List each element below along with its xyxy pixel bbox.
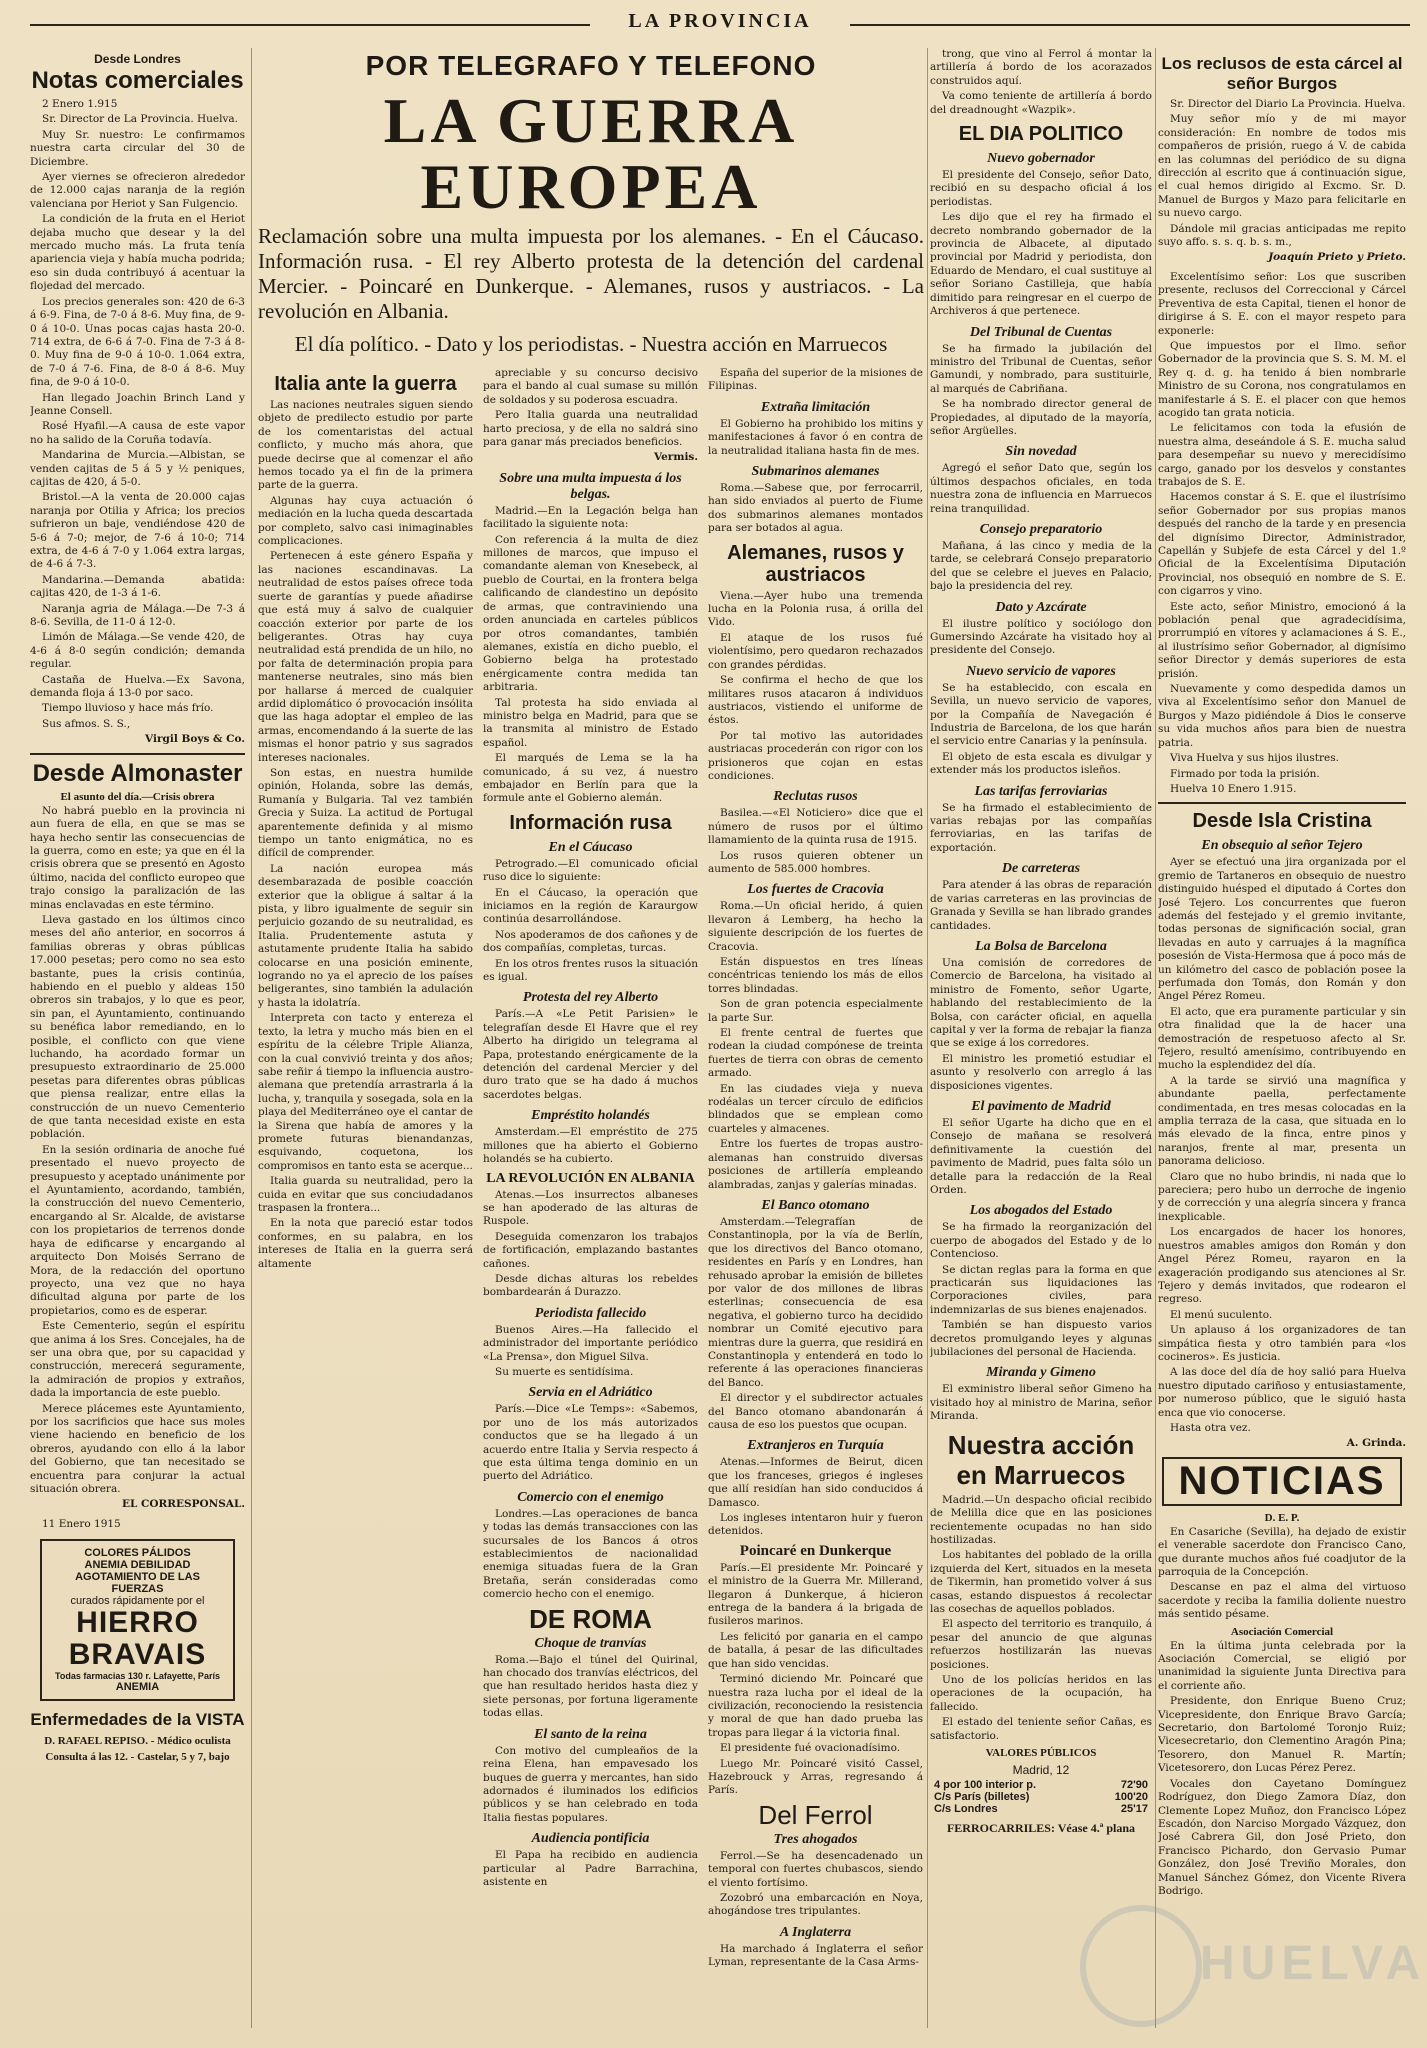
article-body: [930, 802, 1152, 856]
article-body: [483, 1126, 698, 1166]
signature: Virgil Boys & Co.: [145, 733, 245, 746]
paragraph: Roma.—Un oficial herido, á quien llevaron á Lemberg, ha hecho la siguiente descripción de los fuertes de Cracovia.: [708, 900, 923, 953]
paragraph: El ataque de los rusos fué violentísimo, pero quedaron rechazados con grandes pérdidas.: [708, 631, 923, 671]
subcolumn-2: [483, 367, 698, 2038]
masthead-rule-right: [850, 24, 1410, 26]
paragraph: Le felicitamos con toda la efusión de nuestra alma, deseándole á S. E. mucha salud para desempeñar su nuevo y merecidísimo cargo, ganado por los desvelos y constantes trabajos de S. E.: [1158, 422, 1406, 488]
paragraph: Entre los fuertes de tropas austro-alemanas han construido diversas posiciones de artillería empleando alambradas, zanjas y galerías minadas.: [708, 1138, 923, 1191]
paragraph: El ilustre político y sociólogo don Gumersindo Azcárate ha visitado hoy al presidente del Consejo.: [930, 617, 1152, 657]
ad-brand: HIERRO BRAVAIS: [68, 1606, 207, 1672]
article-body: [708, 807, 923, 876]
article-body: [930, 343, 1152, 439]
paragraph: Ayer se efectuó una jira organizada por el gremio de Tartaneros en obsequio de nuestro distinguido huésped el diputado á Cortes don José Tejero. Los concurrentes que fueron además del festejado y el gremio invitante, todas personas de significación social, gran llevadas en auto y carruajes á la magnífica posesión de Vista-Hermosa que á poco más de un kilómetro del casco de población posee la perfumada don Tomás, don Román y don Angel Pérez Romeu.: [1158, 856, 1406, 1003]
signature: Vermis.: [653, 451, 698, 464]
paragraph: Las naciones neutrales siguen siendo objeto de predilecto estudio por parte de los comentaristas del actual conflicto, y mucho más ahora, que puede decirse que al comenzar el año hemos tocado ya el fin de la primera parte de la guerra.: [258, 399, 473, 492]
ferrocarriles-note: FERROCARRILES: Véase 4.ª plana: [946, 1821, 1136, 1835]
paragraph: En la última junta celebrada por la Asociación Comercial, se eligió por unanimidad la siguiente Junta Directiva para el corriente año.: [1158, 1639, 1406, 1692]
valores-value: 72'90: [1120, 1779, 1148, 1791]
article-title: LA REVOLUCIÓN EN ALBANIA: [486, 1170, 695, 1186]
paragraph: Amsterdam.—El empréstito de 275 millones que ha abierto el Gobierno holandés se ha cubierto.: [483, 1126, 698, 1166]
paragraph: Viena.—Ayer hubo una tremenda lucha en la Polonia rusa, á orilla del Vido.: [708, 589, 923, 629]
paragraph: Una comisión de corredores de Comercio de Barcelona, ha visitado al ministro de Fomento, señor Ugarte, hablando del restablecimiento de la Bolsa, con carácter oficial, en aquella capital y ver la forma de rebajar la fianza que se exige á los corredores.: [930, 956, 1152, 1050]
article-body: [1158, 856, 1406, 1435]
library-watermark: [1050, 1900, 1427, 2020]
article-body: [708, 1456, 923, 1538]
paragraph: Pertenecen á este género España y las naciones escandinavas. La neutralidad de estos países ofrece toda suerte de garantías y puede añadirse que está muy á salvo de cualquier coacción exterior por parte de los beligerantes. Otras hay cuya neutralidad está prendida de un hilo, no por falta de determinación propia para mantenerse neutrales, sino más bien por hallarse á merced de cualquier ardid diplomático ó provocación insólita que las haga adoptar el empleo de las armas, encomendando á la suerte de las mismas el honor patrio y sus sagrados intereses nacionales.: [258, 550, 473, 764]
masthead-rule-left: [30, 24, 590, 26]
paragraph: Los ingleses intentaron huir y fueron detenidos.: [708, 1512, 923, 1538]
paragraph: Madrid.—En la Legación belga han facilitado la siguiente nota:: [483, 504, 698, 531]
paragraph: El presidente del Consejo, señor Dato, recibió en su despacho oficial á los periodistas.: [930, 169, 1152, 208]
article-subhead: Los fuertes de Cracovia: [747, 882, 884, 898]
ad-line: COLORES PÁLIDOS: [84, 1547, 191, 1560]
paragraph: Mandarina.—Demanda abatida: cajitas 420, de 1-3 á 1-6.: [30, 573, 245, 600]
article-subhead: Consejo preparatorio: [979, 521, 1103, 537]
article-body: [1158, 1640, 1406, 1899]
paragraph: Firmado por toda la prisión.: [1170, 767, 1320, 780]
article-title: Nuestra acción en Marruecos: [947, 1429, 1135, 1490]
article-subhead: Reclutas rusos: [773, 789, 858, 805]
salutation: Sr. Director del Diario La Provincia. Huelva.: [1170, 98, 1406, 110]
paragraph: Castaña de Huelva.—Ex Savona, demanda floja á 13-0 por saco.: [30, 673, 245, 700]
article-subhead: Empréstito holandés: [531, 1108, 650, 1124]
article-body: [930, 540, 1152, 594]
paragraph: El marqués de Lema se la ha comunicado, á su vez, á nuestro embajador en Berlín para que la formule ante el Gobierno alemán.: [483, 752, 698, 805]
paragraph: Están dispuestos en tres líneas concéntricas teniendo los más de ellos torres blindadas.: [708, 956, 923, 995]
article-subhead: Periodista fallecido: [534, 1305, 647, 1321]
article-title: Desde Almonaster: [32, 759, 243, 787]
paragraph: Que impuestos por el Ilmo. señor Gobernador de la provincia que S. S. M. M. el Rey q. d. g. ha tenido á bien nombrarle Ministro de su Corona, nos congratulamos en manifestarle á S. E. el placer con que hemos acogido tan grata noticia.: [1158, 339, 1406, 419]
paragraph: Ferrol.—Se ha desencadenado un temporal con fuertes chubascos, siendo el viento fortísimo.: [708, 1849, 923, 1889]
article-title: Información rusa: [509, 811, 672, 834]
ad-title: Enfermedades de la VISTA: [30, 1710, 245, 1730]
article-body: [258, 399, 473, 1271]
paragraph: El objeto de esta escala es divulgar y extender más los productos isleños.: [930, 750, 1152, 777]
column-right: [1158, 48, 1406, 2038]
paragraph: En el Cáucaso, la operación que iniciamos en la región de Karaurgow continúa desarrollándose.: [483, 886, 698, 926]
article-subhead: La Bolsa de Barcelona: [975, 938, 1107, 954]
paragraph: Agregó el señor Dato que, según los últimos despachos oficiales, en toda nuestra zona de influencia en Marruecos reina tranquilidad.: [930, 462, 1152, 515]
paragraph: La nación europea más desembarazada de posible coacción exterior que la obligue á saltar á la pista, y libro igualmente de seguir sin perjuicio gozando de su neutralidad, es Italia. Prudentemente astuta y astutamente prudente Italia ha sabido colocarse en una posición eminente, logrando no ya el aprecio de los países beligerantes, sino también la adulación y hasta la idolatría.: [258, 862, 473, 1009]
valores-row: [930, 1779, 1152, 1791]
salutation: Sr. Director de La Provincia. Huelva.: [42, 113, 239, 126]
paragraph: En las ciudades vieja y nueva rodéalas un tercer círculo de edificios blindados que se emplean como cuarteles y almacenes.: [708, 1082, 923, 1135]
ad-line: Consulta á las 12. - Castelar, 5 y 7, bajo: [45, 1751, 230, 1764]
signature: EL CORRESPONSAL.: [122, 1498, 245, 1511]
separator: [30, 753, 245, 755]
article-subhead: En obsequio al señor Tejero: [1201, 838, 1363, 854]
ad-line: ANEMIA: [115, 1681, 160, 1694]
paragraph: El estado del teniente señor Cañas, es satisfactorio.: [930, 1716, 1152, 1742]
paragraph: Muy señor mío y de mi mayor consideración: En nombre de todos mis compañeros de prisión, ruego á V. de cabida en las columnas del periódico de su digna dirección al escrito que á continuación sigue, el cual hemos dirigido al Excmo. Sr. D. Manuel de Burgos y Mazo para felicitarle en su nuevo cargo.: [1158, 113, 1406, 220]
article-title: Desde Isla Cristina: [1192, 810, 1372, 833]
paragraph: Basilea.—«El Noticiero» dice que el número de rusos por el último llamamiento de la quinta rusa de 1915.: [708, 807, 923, 847]
paragraph: Interpreta con tacto y entereza el texto, la letra y mucho más bien en el espíritu de la célebre Triple Alianza, con la cual convivió treinta y dos años; sabe reñir á tiempo la influencia austro-alemana que pretendía arrastrarla á la lucha, y, tranquila y sosegada, sola en la playa del Mediterráneo oye el cantar de la Sirena que había de amores y la promete futuras bienandanzas, esquivando, coquetona, los compromisos en tanto esta se acerque...: [258, 1012, 473, 1172]
article-subhead: Nuevo gobernador: [987, 151, 1095, 167]
paragraph: Deseguida comenzaron los trabajos de fortificación, emplazando bastantes cañones.: [483, 1230, 698, 1270]
article-body: [708, 1943, 923, 1970]
paragraph: El menú suculento.: [1170, 1308, 1273, 1321]
valores-row: [930, 1791, 1152, 1803]
paragraph: Algunas hay cuya actuación ó mediación en la lucha queda descartada por completo, salvo casi inimaginables complicaciones.: [258, 494, 473, 548]
valores-value: 25'17: [1120, 1803, 1148, 1815]
paragraph: Con referencia á la multa de diez millones de marcos, que impuso el comandante aleman von Knesebeck, al pueblo de Courtai, en la frontera belga calificando de clandestino un depósito de armas, que contraviniendo una orden anunciada en carteles públicos por otros comandantes, también alemanes, existía en dicho pueblo, el Gobierno belga ha protestado enérgicamente contra medida tan arbitraria.: [483, 533, 698, 694]
article-body: [930, 1494, 1152, 1743]
paragraph: Nos apoderamos de dos cañones y de dos compañías, completas, turcas.: [483, 928, 698, 955]
article-body: [483, 1189, 698, 1300]
dateline: 11 Enero 1915: [42, 1517, 121, 1530]
paragraph: Bristol.—A la venta de 20.000 cajas naranja por Otilia y Africa; los precios sufrieron un baje, vendiéndose 420 de 5-6 á 7-0; mejor, de 7-6 á 10-0; 714 extra, de 4-6 á 7-0 y 1.064 extra largas, de 4-6 á 7-3.: [30, 491, 245, 571]
article-title: Italia ante la guerra: [274, 373, 457, 395]
article-subhead: El pavimento de Madrid: [971, 1098, 1111, 1114]
paragraph: Los habitantes del poblado de la orilla izquierda del Kert, situados en la meseta de Tikermin, han prometido volver á sus casas, estando dispuestos á recolectar las cosechas de aquellos poblados.: [930, 1549, 1152, 1615]
subcolumns: [258, 367, 924, 2038]
paragraph: Un aplauso á los organizadores de tan simpática fiesta y otro también para «los cocineros». Es justicia.: [1158, 1324, 1406, 1363]
article-title: Sobre una multa impuesta á los belgas.: [499, 470, 682, 502]
article-subhead: El Banco otomano: [761, 1197, 870, 1213]
subcolumn-3: [708, 367, 923, 2038]
paragraph: Descanse en paz el alma del virtuoso sacerdote y reciba la familia doliente nuestro más sentido pésame.: [1158, 1581, 1406, 1621]
paragraph: No habrá pueblo en la provincia ni aun fuera de ella, en que se mas se haya hecho sentir las consecuencias de la guerra, como en este; ya que en él la crisis obrera que se presentó en Agosto último, nacida del conflicto europeo que trajo consigo la paralización de las minas enclavadas en este término.: [30, 804, 245, 911]
article-body: [708, 1562, 923, 1798]
paragraph: El señor Ugarte ha dicho que en el Consejo de mañana se resolverá definitivamente la cuestión del pavimento de Madrid, pues falta sólo un detalle para la redacción de la Real Orden.: [930, 1116, 1152, 1196]
article-body: [930, 879, 1152, 933]
article-body: [930, 1221, 1152, 1359]
paragraph: Los rusos quieren obtener un aumento de 585.000 hombres.: [708, 849, 923, 875]
valores-row: [930, 1803, 1152, 1815]
article-body: [930, 618, 1152, 658]
article-body: [930, 48, 1152, 117]
paragraph: Roma.—Sabese que, por ferrocarril, han sido enviados al puerto de Fiume dos submarinos alemanes montados para ser botados al agua.: [708, 482, 923, 535]
paragraph: Mandarina de Murcia.—Albistan, se venden cajitas de 5 á 5 y ½ peniques, cajitas de 420, á 5-0.: [30, 449, 245, 488]
paragraph: El Papa ha recibido en audiencia particular al Padre Barrachina, asistente en: [483, 1849, 698, 1888]
valores-value: 100'20: [1114, 1791, 1148, 1803]
valores-list: [930, 1779, 1152, 1815]
article-subhead: Servia en el Adriático: [528, 1385, 653, 1401]
article-body: [483, 858, 698, 985]
article-body: [483, 1324, 698, 1380]
paragraph: Mañana, á las cinco y media de la tarde, se celebrará Consejo preparatorio del que se celebre el jueves en Palacio, bajo la presidencia del rey.: [930, 539, 1152, 593]
article-body: [708, 590, 923, 784]
paragraph: Limón de Málaga.—Se vende 420, de 4-6 á 8-0 según condición; demanda regular.: [30, 631, 245, 671]
ad-line: D. RAFAEL REPISO. - Médico oculista: [44, 1735, 231, 1748]
paragraph: Petrogrado.—El comunicado oficial ruso dice lo siguiente:: [483, 857, 698, 884]
paragraph: El ministro les prometió estudiar el asunto y resolverlo con arreglo á las disposiciones vigentes.: [930, 1052, 1152, 1092]
paragraph: Tal protesta ha sido enviada al ministro belga en Madrid, para que se la transmita al ministro de Estado español.: [483, 696, 698, 749]
article-body: [708, 900, 923, 1192]
advertisement-hierro-bravais: [40, 1539, 235, 1701]
article-body: [483, 1508, 698, 1602]
paragraph: El exministro liberal señor Gimeno ha visitado hoy al ministro de Marina, señor Miranda.: [930, 1383, 1152, 1423]
valores-label: C/s Londres: [934, 1803, 998, 1815]
article-subhead: D. E. P.: [1264, 1511, 1300, 1524]
paragraph: Se ha firmado la reorganización del cuerpo de abogados del Estado y de lo Contencioso.: [930, 1221, 1152, 1261]
article-subhead: Extranjeros en Turquía: [747, 1438, 884, 1454]
main-headline: LA GUERRA EUROPEA: [383, 85, 799, 222]
paragraph: Zozobró una embarcación en Noya, ahogándose tres tripulantes.: [708, 1891, 923, 1918]
article-body: [708, 1216, 923, 1433]
paragraph: Vocales don Cayetano Domínguez Rodríguez, don Diego Zamora Díaz, don Clemente Lopez Muñoz, don Francisco López Escadón, don Narciso Morgado Vázquez, don José Cabrera Gil, don José Prieto, don Francisco Pichardo, don Gervasio Pumar González, don José Treviño Morales, don Manuel Sánchez Gómez, don Vicente Rivera Bodrigo.: [1158, 1777, 1406, 1897]
paragraph: Ayer viernes se ofrecieron alrededor de 12.000 cajas naranja de la región valenciana por Heriot y San Fulgencio.: [30, 171, 245, 210]
paragraph: apreciable y su concurso decisivo para el bando al cual sumase su millón de soldados y su poderosa escuadra.: [483, 367, 698, 406]
article-subhead: Comercio con el enemigo: [517, 1489, 664, 1505]
article-title: Notas comerciales: [31, 67, 244, 94]
paragraph: Viva Huelva y sus hijos ilustres.: [1170, 752, 1339, 765]
paragraph: Por tal motivo las autoridades austriacas procederán con rigor con los prisioneros que cojan en estas condiciones.: [708, 729, 923, 782]
signature: A. Grinda.: [1346, 1437, 1406, 1450]
article-subhead: El asunto del día.—Crisis obrera: [60, 790, 215, 803]
paragraph: Dándole mil gracias anticipadas me repito suyo affo. s. s. q. b. s. m.,: [1158, 222, 1406, 249]
ad-line: curados rápidamente por el: [70, 1595, 205, 1608]
article-body: [483, 1849, 698, 1889]
masthead: [30, 10, 1410, 36]
paragraph: Italia guarda su neutralidad, pero la cuida en evitar que sus conciudadanos traspasen la frontera...: [258, 1175, 473, 1214]
article-subhead: Extraña limitación: [760, 399, 871, 415]
kicker: Desde Londres: [94, 52, 181, 66]
article-body: [30, 129, 245, 731]
paragraph: Los precios generales son: 420 de 6-3 á 6-9. Fina, de 7-0 á 8-6. Muy fina, de 9-0 á 10-0. Unas pocas cajas hasta 20-0. 714 extra, de 6-6 á 7-0. Fina de 7-3 á 8-0. Muy fina de 9-0 á 10-0. 1.064 extra, de 7-0 á 7-6. Fina, de 8-0 á 8-6. Muy fina, de 9-0 á 10-0.: [30, 295, 245, 389]
paragraph: Merece plácemes este Ayuntamiento, por los sacrificios que hace sus moles viene haciendo en beneficio de los obreros, ayudando con ello á la labor del Gobierno, que tan necesitado se encuentra para conjurar la actual situación obrera.: [30, 1402, 245, 1495]
paragraph: Amsterdam.—Telegrafían de Constantinopla, por la vía de Berlín, que los directivos del Banco otomano, residentes en París y en Londres, han rehusado aprobar la emisión de billetes por valor de dos millones de libras esterlinas; consecuencia de esa negativa, el gobierno turco ha decidido nombrar un Comité ejecutivo para mientras dure la guerra, que residirá en Constantinopla y entenderá en todo lo referente á las operaciones financieras del Banco.: [708, 1215, 923, 1389]
paragraph: Este acto, señor Ministro, emocionó á la población penal que agradecidísima, prorrumpió en vítores y aclamaciones á S. E., al ilustrísimo señor Gobernador, al dignísimo señor Director y demás superiores de esta prisión.: [1158, 600, 1406, 680]
article-subhead: Submarinos alemanes: [751, 464, 880, 480]
article-body: [483, 505, 698, 806]
article-body: [930, 957, 1152, 1093]
article-body: [708, 1850, 923, 1919]
paragraph: Se dictan reglas para la forma en que practicarán sus liquidaciones las Corporaciones civiles, para indemnizarlas de sus bienes enajenados.: [930, 1263, 1152, 1316]
paragraph: La condición de la fruta en el Heriot dejaba mucho que desear y la del mercado mucho más. La fruta tenía apariencia vieja y había mucha podrida; eso sin duda contribuyó á acentuar la flojedad del mercado.: [30, 213, 245, 293]
ad-line: ANEMIA DEBILIDAD AGOTAMIENTO DE LAS FUERZAS: [75, 1559, 200, 1596]
article-title: Poincaré en Dunkerque: [739, 1542, 892, 1559]
paragraph: En los otros frentes rusos la situación es igual.: [483, 957, 698, 984]
paragraph: Con motivo del cumpleaños de la reina Elena, han empavesado los buques de guerra y mercantes, han sido adornados é iluminados los edificios públicos y se han celebrado en toda Italia fiestas populares.: [483, 1744, 698, 1824]
paragraph: Pero Italia guarda una neutralidad harto preciosa, y de ella no saldrá sino para ganar más preciados beneficios.: [483, 409, 698, 449]
noticias-heading: NOTICIAS: [1162, 1457, 1402, 1506]
paragraph: En la nota que pareció estar todos conformes, en su palabra, en los intereses de Italia en la guerra será altamente: [258, 1217, 473, 1270]
paragraph: Hasta otra vez.: [1170, 1421, 1251, 1434]
subcolumn-1: [258, 367, 473, 2038]
column-rule: [251, 48, 252, 2028]
article-subhead: Protesta del rey Alberto: [522, 990, 659, 1006]
paragraph: España del superior de la misiones de Filipinas.: [708, 367, 923, 393]
paragraph: Excelentísimo señor: Los que suscriben presente, reclusos del Correccional y Cárcel Preventiva de esta Capital, tienen el honor de dirigirse á S. E. con el mayor respeto para exponerle:: [1158, 270, 1406, 337]
valores-label: 4 por 100 interior p.: [934, 1779, 1037, 1791]
paragraph: Presidente, don Enrique Bueno Cruz; Vicepresidente, don Enrique Bravo García; Secretario, don Bartolomé Toronjo Ruiz; Vicesecretario, don Clementino Aragón Pina; Tesorero, don Manuel R. Martín; Vicetesorero, don Lucas Pérez Perez.: [1158, 1695, 1406, 1775]
article-subhead: Nuevo servicio de vapores: [966, 663, 1116, 679]
paragraph: París.—A «Le Petit Parisien» le telegrafían desde El Havre que el rey Alberto ha dirigido un telegrama al Papa, protestando enérgicamente de la detención del cardenal Mercier y del duro trato que se ha dado á muchos sacerdotes belgas.: [483, 1008, 698, 1101]
article-body: [1158, 1526, 1406, 1622]
column-left: [30, 48, 245, 2038]
column-middle: [258, 48, 924, 2038]
article-body: [708, 418, 923, 458]
paragraph: Son de gran potencia especialmente la parte Sur.: [708, 998, 923, 1024]
article-subhead: Tres ahogados: [773, 1831, 858, 1847]
paragraph: Se ha firmado la jubilación del ministro del Tribunal de Cuentas, señor Gamundi, y nombrado, para sustituirle, al marqués de Cabriñana.: [930, 342, 1152, 395]
paragraph: Naranja agria de Málaga.—De 7-3 á 8-6. Sevilla, de 11-0 á 12-0.: [30, 602, 245, 629]
valores-label: C/s París (billetes): [934, 1791, 1030, 1803]
paragraph: Luego Mr. Poincaré visitó Cassel, Hazebrouck y Arras, regresando á París.: [708, 1757, 923, 1797]
paragraph: Va como teniente de artillería á bordo del dreadnought «Wazpik».: [930, 90, 1152, 116]
paragraph: Son estas, en nuestra humilde opinión, Holanda, sobre las demás, Rumanía y Bulgaria. Tal vez también Grecia y Suiza. La actitud de Portugal aparentemente definida y al mismo tiempo un tanto enigmática, no es difícil de comprender.: [258, 766, 473, 860]
article-body: [483, 1745, 698, 1825]
article-body: [930, 1383, 1152, 1423]
paragraph: También se han dispuesto varios decretos promulgando leyes y algunas jubilaciones del personal de Hacienda.: [930, 1319, 1152, 1359]
paragraph: Londres.—Las operaciones de banca y todas las demás transacciones con las sucursales de los Bancos á otros establecimientos de nacionalidad enemiga situadas fuera de la Gran Bretaña, serán consideradas como comercio hecho con el enemigo.: [483, 1507, 698, 1601]
article-title: Del Ferrol: [758, 1799, 873, 1830]
article-subhead: Las tarifas ferroviarias: [974, 783, 1108, 799]
article-body: [30, 805, 245, 1497]
article-subhead: Audiencia pontificia: [531, 1831, 650, 1847]
article-title: EL DIA POLITICO: [958, 123, 1124, 146]
dateline: 2 Enero 1.915: [42, 98, 118, 110]
paragraph: París.—Dice «Le Temps»: «Sabemos, por uno de los más autorizados conductos que se ha llegado á un acuerdo entre Italia y Servia respecto á que esta última tenga dominio en un puerto del Adriático.: [483, 1403, 698, 1483]
seal-icon: [1080, 1905, 1202, 2027]
article-subhead: A Inglaterra: [779, 1924, 852, 1940]
paragraph: Los encargados de hacer los honores, nuestros amables amigos don Román y don Angel Pérez Romeu, rayaron en la exageración prodigando sus atenciones al Sr. Tejero y demás invitados, que rodearon el regreso.: [1158, 1226, 1406, 1306]
article-body: [483, 1403, 698, 1483]
article-body: [483, 1654, 698, 1721]
article-body: [930, 462, 1152, 516]
valores-city: Madrid, 12: [1012, 1763, 1070, 1777]
paragraph: Su muerte es sentidísima.: [495, 1365, 634, 1378]
paragraph: Se ha firmado el establecimiento de varias rebajas por las compañías ferroviarias, en las tarifas de exportación.: [930, 801, 1152, 854]
paragraph: París.—El presidente Mr. Poincaré y el ministro de la Guerra Mr. Millerand, llegaron á Dunkerque, á hicieron entrega de la bandera á la brigada de fusileros marinos.: [708, 1561, 923, 1628]
paragraph: Les dijo que el rey ha firmado el decreto nombrando gobernador de la provincia de Albacete, al diputado provincial por Madrid y periodista, don Eduardo de Mendaro, el cual sustituye al señor Soriano Castilleja, que había dimitido para reingresar en el cuerpo de Archiveros á que pertenece.: [930, 211, 1152, 318]
article-body: [483, 367, 698, 449]
paragraph: Tiempo lluvioso y hace más frío.: [42, 702, 214, 715]
paragraph: El frente central de fuertes que rodean la ciudad compónese de treinta fuertes de tierra con obras de cemento armado.: [708, 1027, 923, 1080]
lede-secondary: El día político. - Dato y los periodistas. - Nuestra acción en Marruecos: [294, 332, 888, 356]
paragraph: Claro que no hubo brindis, ni nada que lo pareciera; pero hubo un derroche de ingenio y de corrección y una alegría sincera y franca inexplicable.: [1158, 1170, 1406, 1223]
article-body: [483, 1008, 698, 1102]
section-title: POR TELEGRAFO Y TELEFONO: [365, 50, 817, 81]
paragraph: Ha marchado á Inglaterra el señor Lyman, representante de la Casa Arms-: [708, 1942, 923, 1969]
paragraph: A la tarde se sirvió una magnífica y abundante paella, perfectamente condimentada, en tres mesas colocadas en la amplia terraza de la casa, que situada en lo más elevado de la finca, entre pinos y naranjos, frente al mar, presenta un panorama delicioso.: [1158, 1074, 1406, 1168]
column-rule: [1155, 48, 1156, 2028]
column-rule: [927, 48, 928, 2028]
article-subhead: Asociación Comercial: [1230, 1625, 1334, 1638]
ad-line: Todas farmacias 130 r. Lafayette, París: [55, 1671, 220, 1682]
paragraph: Desde dichas alturas los rebeldes bombardearán á Durazzo.: [483, 1272, 698, 1299]
paragraph: El presidente fué ovacionadísimo.: [720, 1742, 901, 1755]
paragraph: Madrid.—Un despacho oficial recibido de Melilla dice que en las posiciones recientemente ocupadas no han sido hostilizadas.: [930, 1493, 1152, 1546]
article-subhead: Choque de tranvías: [534, 1635, 647, 1651]
column-politico: [930, 48, 1152, 2038]
paragraph: Se confirma el hecho de que los militares rusos atacaron á individuos austriacos, vistiendo el uniforme de éstos.: [708, 674, 923, 727]
paragraph: Este Cementerio, según el espíritu que anima á los Sres. Concejales, ha de ser una obra que, por su capacidad y construcción, merecerá seguramente, la admiración de propios y extraños, dada la importancia de este pueblo.: [30, 1320, 245, 1400]
masthead-title: LA PROVINCIA: [628, 10, 812, 32]
paragraph: Para atender á las obras de reparación de varias carreteras en las provincias de Granada y Sevilla se han librado grandes cantidades.: [930, 879, 1152, 932]
article-title: Los reclusos de esta cárcel al señor Burgos: [1161, 54, 1403, 93]
article-subhead: Del Tribunal de Cuentas: [969, 324, 1113, 340]
paragraph: Rosé Hyafil.—A causa de este vapor no ha salido de la Coruña todavía.: [30, 420, 245, 446]
watermark-text: HUELVA: [1200, 1937, 1427, 1990]
paragraph: Lleva gastado en los últimos cinco meses del año anterior, en socorros á familias obreras y obras públicas 17.000 pesetas; pero como no sea esto bastante, pues la crisis continúa, habiendo en el pueblo y aldeas 150 obreros sin trabajos, y lo que es peor, sin pan, el Ayuntamiento, continuando su benéfica labor remediando, en lo posible, el conflicto con que viene luchando, ha acordado formar un presupuesto extraordinario de 25.000 pesetas para diferentes obras públicas que piensa realizar, entre ellas la construcción de un nuevo Cementerio de que tanta necesidad existe en esta población.: [30, 913, 245, 1141]
article-subhead: Sin novedad: [1005, 444, 1077, 460]
paragraph: A las doce del día de hoy salió para Huelva nuestro diputado cariñoso y entusiastamente, por numeroso público, que le siguió hasta enca que vio conocerse.: [1158, 1366, 1406, 1419]
paragraph: Huelva 10 Enero 1.915.: [1170, 782, 1297, 795]
paragraph: Sus afmos. S. S.,: [42, 717, 131, 730]
paragraph: En la sesión ordinaria de anoche fué presentado el nuevo proyecto de presupuesto y aceptado unánimente por el Ayuntamiento, acordando, también, la construcción del nuevo Cementerio, encargando al Sr. Alcalde, de avistarse con los propietarios de terrenos donde haya de edificarse y encargando al arquitecto Don Moisés Serrano de Mora, de la redacción del oportuno proyecto, una vez que no haya dificultad alguna por parte de los propietarios, como es de esperar.: [30, 1143, 245, 1317]
article-body: [708, 367, 923, 394]
article-title: DE ROMA: [529, 1603, 652, 1634]
paragraph: Terminó diciendo Mr. Poincaré que nuestra raza lucha por el ideal de la civilización, reconociendo la resistencia y moral de que han dado prueba las tropas para llegar á la victoria final.: [708, 1673, 923, 1739]
paragraph: El acto, que era puramente particular y sin otra finalidad que la de hacer una demostración de respetuoso afecto al Sr. Tejero, resultó amenísimo, contribuyendo en mucho la esplendidez del día.: [1158, 1005, 1406, 1072]
valores-title: VALORES PÚBLICOS: [985, 1747, 1097, 1759]
paragraph: Muy Sr. nuestro: Le confirmamos nuestra carta circular del 30 de Diciembre.: [30, 128, 245, 168]
article-body: [708, 482, 923, 536]
article-subhead: Los abogados del Estado: [969, 1203, 1113, 1219]
paragraph: Han llegado Joachin Brinch Land y Jeanne Consell.: [30, 391, 245, 417]
paragraph: Roma.—Bajo el túnel del Quirinal, han chocado dos tranvías eléctricos, del que han resultado heridos hasta diez y siete personas, por fortuna ligeramente todas ellas.: [483, 1653, 698, 1720]
paragraph: Buenos Aires.—Ha fallecido el administrador del importante periódico «La Prensa», don Miguel Silva.: [483, 1323, 698, 1363]
paragraph: Se ha nombrado director general de Propiedades, al diputado de la mayoría, señor Argüelles.: [930, 398, 1152, 437]
article-title: Alemanes, rusos y austriacos: [727, 541, 904, 586]
article-subhead: El santo de la reina: [534, 1726, 647, 1742]
paragraph: Uno de los policías heridos en las operaciones de la ocupación, ha fallecido.: [930, 1673, 1152, 1713]
paragraph: Atenas.—Los insurrectos albaneses se han apoderado de las alturas de Ruspole.: [483, 1188, 698, 1228]
article-body: [1158, 113, 1406, 249]
paragraph: Hacemos constar á S. E. que el ilustrísimo señor Gobernador por sus propias manos después del rancho de la tarde y en presencia del dignísimo Director, Administrador, Capellán y Subjefe de esta Cárcel y del 1.º Oficial de la Excelentísima Diputación Provincial, nos obsequió en nombre de S. E. con cigarros y vino.: [1158, 491, 1406, 598]
signature: Joaquín Prieto y Prieto.: [1268, 251, 1406, 264]
paragraph: El Gobierno ha prohibido los mitins y manifestaciones á favor ó en contra de la neutralidad italiana hasta fin de mes.: [708, 417, 923, 457]
paragraph: Nuevamente y como despedida damos un viva al Excelentísimo señor don Manuel de Burgos y Mazo pidiéndole á Dios le conserve su vida muchos años para bien de nuestra patria.: [1158, 683, 1406, 749]
valores-publicos: [930, 1747, 1152, 1815]
paragraph: Se ha establecido, con escala en Sevilla, un nuevo servicio de vapores, por la Compañía de Navegación é Industria de Barcelona, de los que harán el servicio entre Canarias y la península.: [930, 681, 1152, 748]
paragraph: El director y el subdirector actuales del Banco otomano abandonarán á causa de eso los puestos que ocupan.: [708, 1392, 923, 1431]
article-subhead: Miranda y Gimeno: [986, 1365, 1096, 1381]
article-body: [1158, 271, 1406, 796]
paragraph: Atenas.—Informes de Beirut, dicen que los franceses, griegos é ingleses que allí residían han sido conducidos á Damasco.: [708, 1456, 923, 1509]
article-body: [930, 169, 1152, 318]
article-body: [930, 682, 1152, 778]
article-subhead: Dato y Azcárate: [995, 599, 1087, 615]
lede: Reclamación sobre una multa impuesta por los alemanes. - En el Cáucaso. Información rusa. - El rey Alberto protesta de la detención del cardenal Mercier. - Poincaré en Dunkerque. - Alemanes, rusos y austriacos. - La revolución en Albania.: [258, 224, 924, 323]
separator: [1158, 802, 1406, 804]
article-body: [930, 1117, 1152, 1197]
paragraph: trong, que vino al Ferrol á montar la artillería á bordo de los acorazados construidos aquí.: [930, 48, 1152, 87]
paragraph: En Casariche (Sevilla), ha dejado de existir el venerable sacerdote don Francisco Cano, que durante muchos años fué coadjutor de la parroquia de la Concepción.: [1158, 1525, 1406, 1578]
article-subhead: En el Cáucaso: [548, 839, 633, 855]
article-subhead: De carreteras: [1001, 861, 1081, 877]
paragraph: El aspecto del territorio es tranquilo, á pesar del anuncio de que algunas refuerzos hostilizarán las nuevas posiciones.: [930, 1618, 1152, 1671]
paragraph: Les felicitó por ganaria en el campo de batalla, á pesar de las dificultades que han sido vencidas.: [708, 1630, 923, 1670]
